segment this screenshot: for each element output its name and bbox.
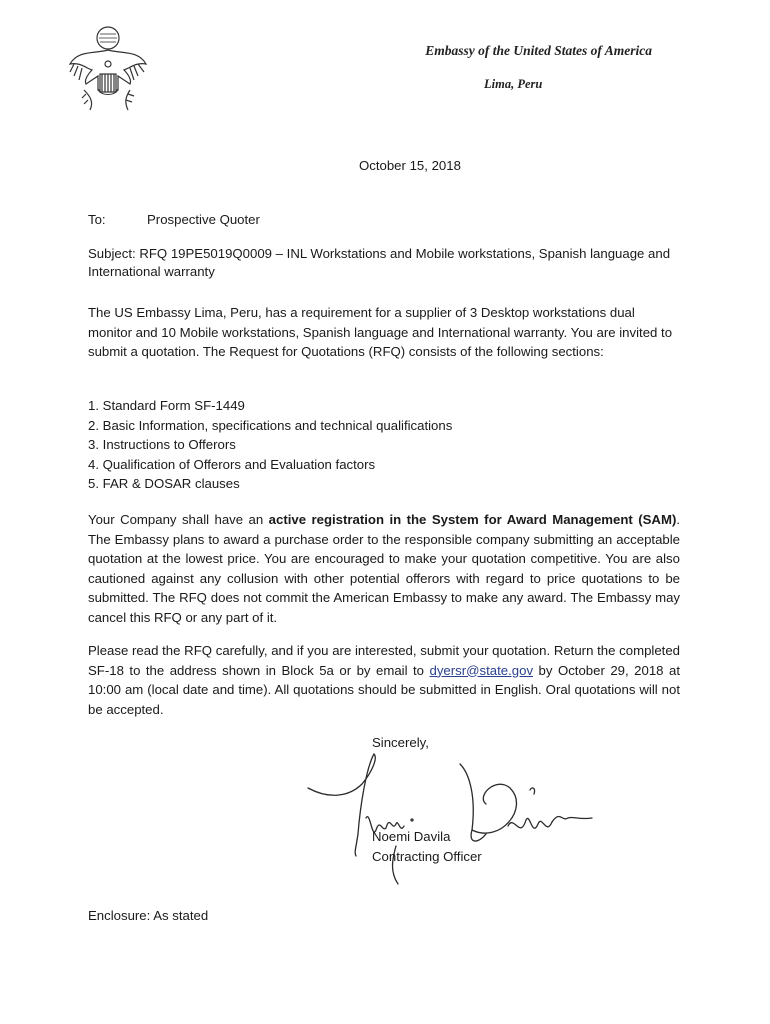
list-item: 1. Standard Form SF-1449 [88,398,245,413]
embassy-city: Lima, Peru [484,77,543,91]
embassy-name: Embassy of the United States of America [425,43,652,58]
to-label: To: [88,212,106,227]
subject-line: Subject: RFQ 19PE5019Q0009 – INL Workstations and Mobile workstations, Spanish language and International warranty [88,246,671,279]
handwritten-signature [300,748,610,888]
sam-requirement-text: active registration in the System for Award Management (SAM) [268,512,677,527]
great-seal-eagle-icon [64,24,152,116]
paragraph-text: . The Embassy plans to award a purchase order to the responsible company submitting an acceptable quotation at the lowest price. You are encouraged to make your quotation competitive. You are also cautioned against any collusion with other potential offerors with regard to price quotations to be submitted. The RFQ does not commit the American Embassy to make any award. The Embassy may cancel this RFQ or any part of it. [88,512,681,625]
closing: Sincerely, [372,735,429,750]
paragraph-text: Please read the RFQ carefully, and if you are interested, submit your quotation. Return the completed SF-18 to the address shown in Block 5a or by email to [88,643,680,678]
list-item: 3. Instructions to Offerors [88,437,236,452]
to-value: Prospective Quoter [147,212,260,227]
intro-paragraph: The US Embassy Lima, Peru, has a requirement for a supplier of 3 Desktop workstations dual monitor and 10 Mobile workstations, Spanish language and International warranty. You are invited to submit a quotation. The Request for Quotations (RFQ) consists of the following sections: [88,305,673,359]
paragraph-text: Your Company shall have an [88,512,269,527]
registration-paragraph [88,510,680,627]
list-item: 4. Qualification of Offerors and Evaluation factors [88,456,376,472]
email-link[interactable]: dyersr@state.gov [429,662,534,678]
signer-title: Contracting Officer [372,849,482,864]
list-item: 2. Basic Information, specifications and technical qualifications [88,417,453,433]
rfq-sections-list [88,396,452,494]
signer-name: Noemi Davila [372,829,451,844]
list-item: 5. FAR & DOSAR clauses [88,476,240,491]
letter-date: October 15, 2018 [359,158,461,173]
paragraph-text: by October 29, 2018 at 10:00 am (local date and time). All quotations should be submitted in English. Oral quotations will not be accepted. [88,662,680,717]
enclosure-note: Enclosure: As stated [88,908,209,923]
submission-paragraph [88,641,680,719]
